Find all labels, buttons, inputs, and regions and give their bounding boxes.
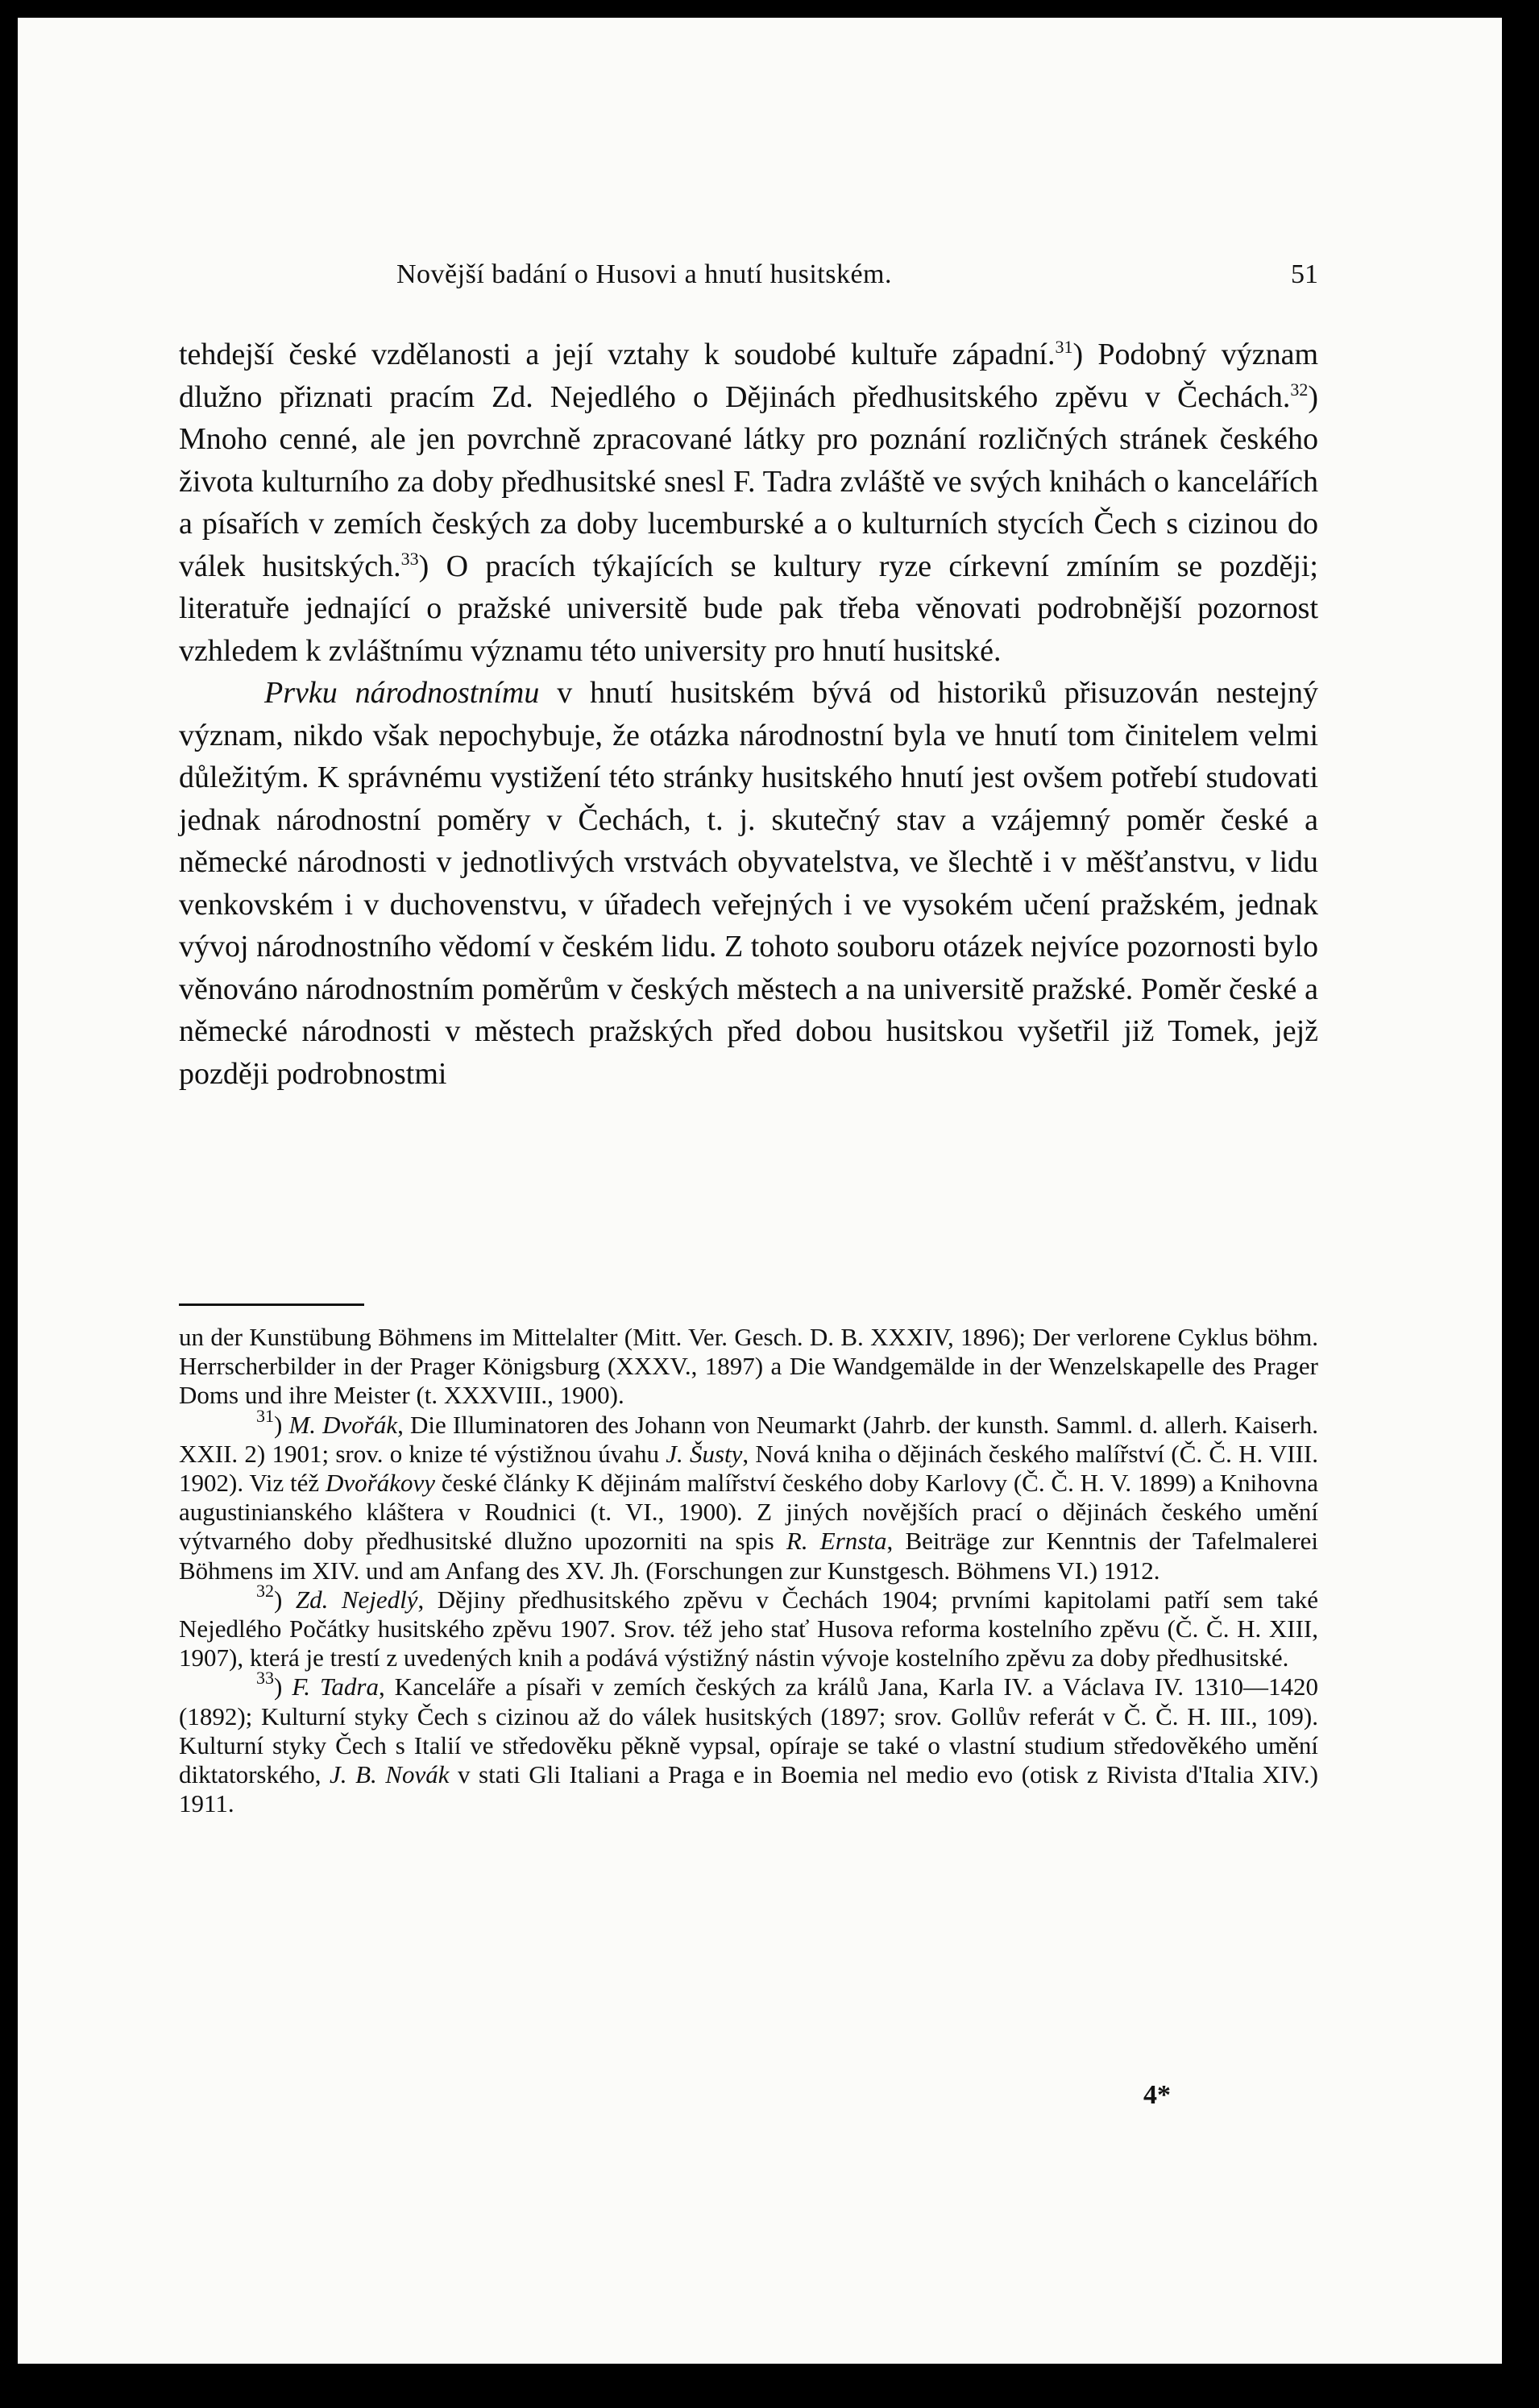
book-page	[18, 18, 1502, 2364]
footnote-31-text-d: , Beiträge zur Kenntnis der Tafelmalerei Böhmens im XIV. und am Anfang des XV. Jh. (Forschungen zur Kunstgesch. Böhmens VI.) 1912.	[179, 1527, 1318, 1585]
footnote-31-text-a: , Die Illuminatoren des Johann von Neumarkt (Jahrb. der kunsth. Samml. d. allerh. Kaiserh. XXII. 2) 1901; srov. o knize té výstižnou úvahu	[179, 1410, 1319, 1468]
footnote-33-text-b: v stati Gli Italiani a Praga e in Boemia nel medio evo (otisk z Rivista d'Italia XIV.) 1911.	[179, 1760, 1318, 1818]
footnote-31-text-c: české články K dějinám malířství českého doby Karlovy (Č. Č. H. V. 1899) a Knihovna augustinianského kláštera v Roudnici (t. VI., 1900). Z jiných novějších prací o dějinách českého umění výtvarného doby předhusitské dlužno upozorniti na spis	[179, 1469, 1319, 1556]
p1-text-b: ) Podobný význam dlužno přiznati pracím Zd. Nejedlého o Dějinách předhusitského zpěvu v Čechách.	[179, 338, 1319, 414]
footnote-31-mark: 31	[256, 1405, 274, 1426]
footnote-31-author: M. Dvořák	[288, 1410, 398, 1439]
main-text	[179, 334, 1318, 1095]
footnote-31: $^{31}$) M. Dvořák, Die Illuminatoren des Johann von Neumarkt (Jahrb. der kunsth. Samml. d. allerh. Kaiserh. XXII. 2) 1901; srov. o knize té výstižnou úvahu J. Šusty, Nová kniha o dějinách českého malířství (Č. Č. H. VIII. 1902). Viz též Dvořákovy české články K dějinám malířství českého doby Karlovy (Č. Č. H. V. 1899) a Knihovna augustinianského kláštera v Roudnici (t. VI., 1900). Z jiných novějších prací o dějinách českého umění výtvarného doby předhusitské dlužno upozorniti na spis R. Ernsta, Beiträge zur Kenntnis der Tafelmalerei Böhmens im XIV. und am Anfang des XV. Jh. (Forschungen zur Kunstgesch. Böhmens VI.) 1912.	[179, 1405, 1319, 1585]
footnote-continuation: un der Kunstübung Böhmens im Mittelalter (Mitt. Ver. Gesch. D. B. XXXIV, 1896); Der verlorene Cyklus böhm. Herrscherbilder in der Prager Königsburg (XXXV., 1897) a Die Wandgemälde in der Wenzelskapelle des Prager Doms und ihre Meister (t. XXXVIII., 1900).	[179, 1323, 1318, 1410]
footnote-31-text-b: , Nová kniha o dějinách českého malířství (Č. Č. H. VIII. 1902). Viz též	[179, 1439, 1318, 1498]
footnote-32: $^{32}$) Zd. Nejedlý, Dějiny předhusitského zpěvu v Čechách 1904; prvními kapitolami patří sem také Nejedlého Počátky husitského zpěvu 1907. Srov. též jeho stať Husova reforma kostelního zpěvu (Č. Č. H. XIII, 1907), která je trestí z uvedených knih a podává výstižný nástin vývoje kostelního zpěvu za doby předhusitské.	[179, 1580, 1318, 1672]
p1-text-c: ) Mnoho cenné, ale jen povrchně zpracované látky pro poznání rozličných stránek českého života kulturního za doby předhusitské snesl F. Tadra zvláště ve svých knihách o kancelářích a písařích v zemích českých za doby lucemburské a o kulturních stycích Čech s cizinou do válek husitských.	[179, 379, 1318, 583]
paragraph-2	[179, 672, 1318, 1095]
footnote-33-text-a: , Kanceláře a písaři v zemích českých za králů Jana, Karla IV. a Václava IV. 1310—1420 (1892); Kulturní styky Čech s cizinou až do válek husitských (1897; srov. Gollův referát v Č. Č. H. III., 109). Kulturní styky Čech s Italií ve středověku pěkně vypsal, opíraje se také o vlastní studium středověkého umění diktatorského,	[179, 1672, 1319, 1789]
footnote-33-author-2: J. B. Novák	[330, 1760, 450, 1789]
p2-text: v hnutí husitském bývá od historiků přisuzován nestejný význam, nikdo však nepochybuje, že otázka národnostní byla ve hnutí tom činitelem velmi důležitým. K správnému vystižení této stránky husitského hnutí jest ovšem potřebí studovati jednak národnostní poměry v Čechách, t. j. skutečný stav a vzájemný poměr české a německé národnosti v jednotlivých vrstvách obyvatelstva, ve šlechtě i v měšťanstvu, v lidu venkovském i v duchovenstvu, v úřadech veřejných i ve vysokém učení pražském, jednak vývoj národnostního vědomí v českém lidu. Z tohoto souboru otázek nejvíce pozornosti bylo věnováno národnostním poměrům v českých městech a na universitě pražské. Poměr české a německé národnosti v městech pražských před dobou husitskou vyšetřil již Tomek, jejž později podrobnostmi	[179, 676, 1318, 1091]
footnote-32-mark: 32	[256, 1580, 274, 1601]
paragraph-1	[179, 334, 1318, 672]
footnote-ref-32: 32	[1290, 379, 1309, 400]
p1-text-d: ) O pracích týkajících se kultury ryze církevní zmíním se později; literatuře jednající o pražské universitě bude pak třeba věnovati podrobnější pozornost vzhledem k zvláštnímu významu této university pro hnutí husitské.	[179, 549, 1318, 668]
footnote-31-author-2: J. Šusty	[666, 1439, 743, 1468]
running-title: Novější badání o Husovi a hnutí husitském.	[396, 259, 893, 289]
printer-signature-mark: 4*	[1143, 2080, 1171, 2110]
footnote-33-author: F. Tadra	[292, 1672, 379, 1701]
footnote-divider	[179, 1303, 364, 1306]
p1-text-a: tehdejší české vzdělanosti a její vztahy k soudobé kultuře západní.	[179, 338, 1056, 371]
footnote-ref-33: 33	[400, 548, 419, 569]
footnote-33-mark: 33	[256, 1668, 274, 1689]
footnote-31-author-4: R. Ernsta	[786, 1527, 887, 1556]
page-number: 51	[1291, 259, 1318, 289]
footnote-31-author-3: Dvořákovy	[326, 1469, 436, 1498]
p2-emphasis: Prvku národnostnímu	[264, 676, 540, 710]
footnote-33: $^{33}$) F. Tadra, Kanceláře a písaři v zemích českých za králů Jana, Karla IV. a Václava IV. 1310—1420 (1892); Kulturní styky Čech s cizinou až do válek husitských (1897; srov. Gollův referát v Č. Č. H. III., 109). Kulturní styky Čech s Italií ve středověku pěkně vypsal, opíraje se také o vlastní studium středověkého umění diktatorského, J. B. Novák v stati Gli Italiani a Praga e in Boemia nel medio evo (otisk z Rivista d'Italia XIV.) 1911.	[179, 1668, 1319, 1818]
footnote-32-text: , Dějiny předhusitského zpěvu v Čechách 1904; prvními kapitolami patří sem také Nejedlého Počátky husitského zpěvu 1907. Srov. též jeho stať Husova reforma kostelního zpěvu (Č. Č. H. XIII, 1907), která je trestí z uvedených knih a podává výstižný nástin vývoje kostelního zpěvu za doby předhusitské.	[179, 1585, 1318, 1672]
footnote-32-author: Zd. Nejedlý	[295, 1585, 418, 1614]
page-header	[396, 259, 1318, 300]
footnotes	[179, 1323, 1318, 1818]
footnote-ref-31: 31	[1055, 337, 1073, 357]
